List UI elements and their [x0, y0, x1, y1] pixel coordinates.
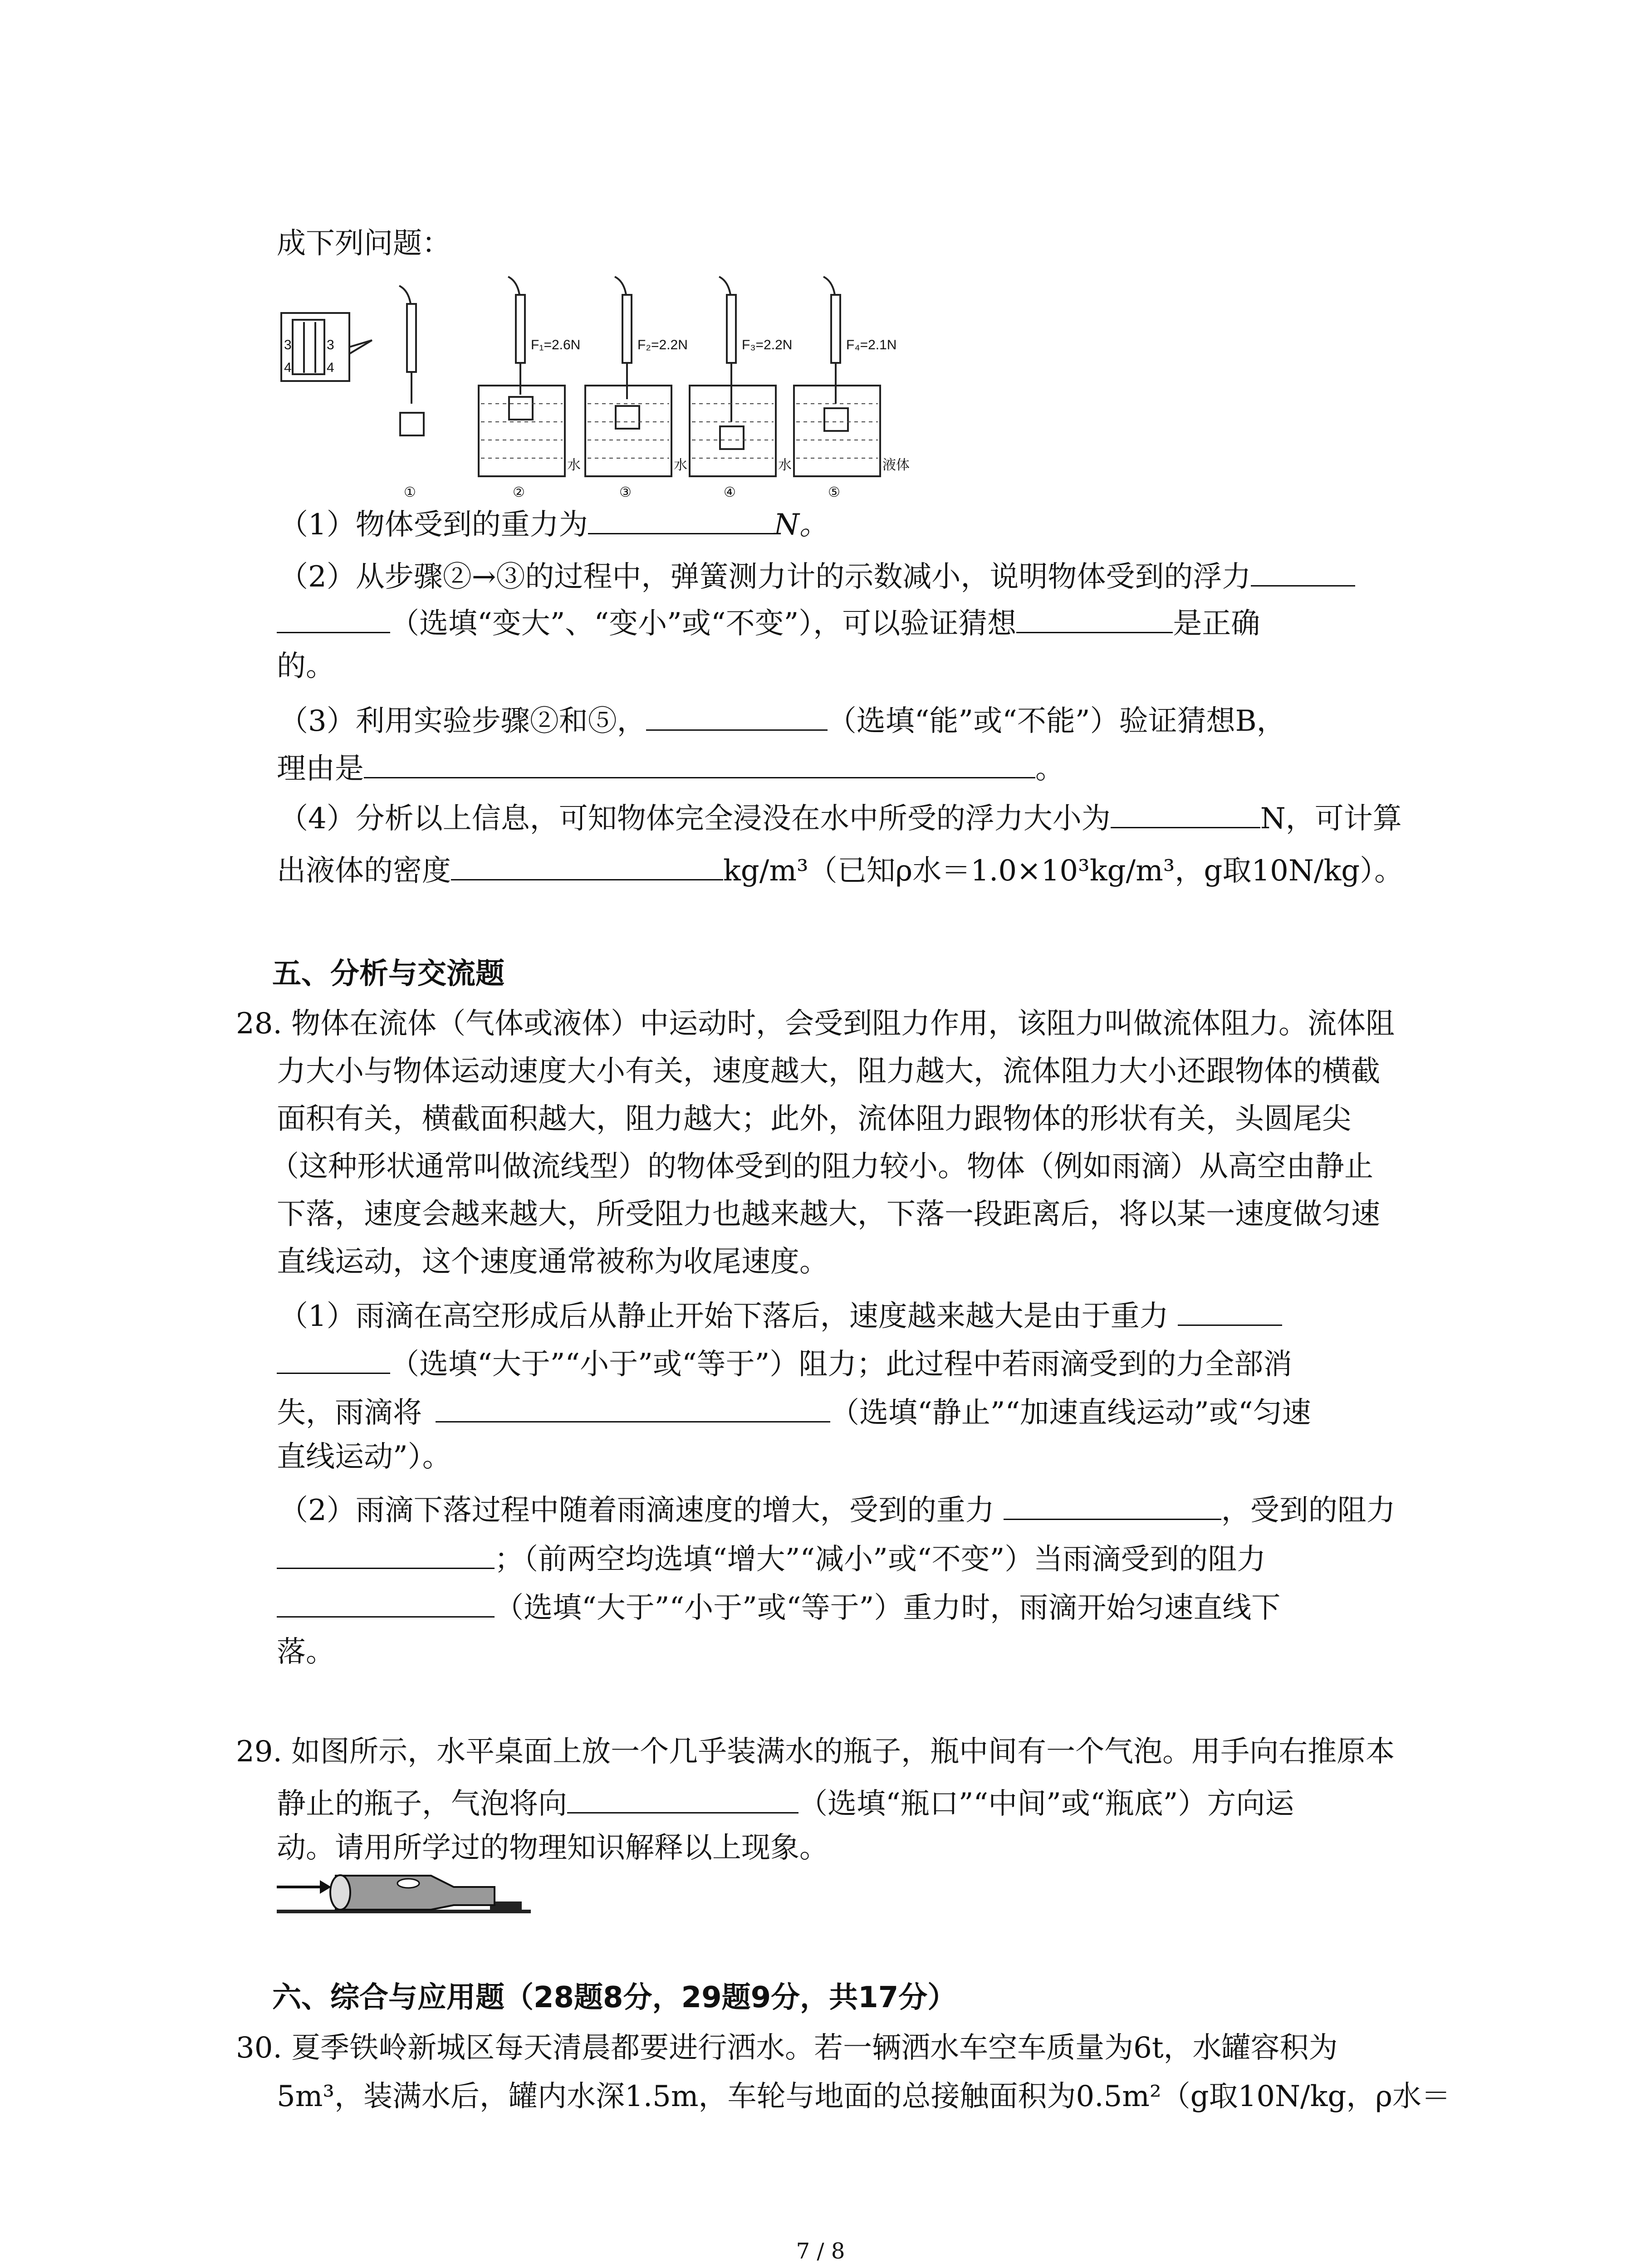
- force-label-4: F₄=2.1N: [846, 337, 897, 352]
- liquid-label-1: 水: [567, 458, 581, 473]
- answer-blank[interactable]: [567, 1786, 798, 1813]
- answer-blank[interactable]: [1004, 1492, 1221, 1520]
- q27-part1: （1）物体受到的重力为 N。: [279, 507, 828, 539]
- force-label-3: F₃=2.2N: [742, 337, 793, 352]
- answer-blank[interactable]: [277, 1590, 495, 1618]
- section-heading-6: 六、综合与应用题（28题8分，29题9分，共17分）: [272, 1981, 957, 2014]
- q27-part3-line2: 理由是 。: [277, 751, 1064, 783]
- q29-line1: 29. 如图所示，水平桌面上放一个几乎装满水的瓶子，瓶中间有一个气泡。用手向右推原本: [236, 1735, 1395, 1769]
- q28-part2-line4: 落。: [277, 1635, 335, 1669]
- q28-line3: 面积有关，横截面积越大，阻力越大；此外，流体阻力跟物体的形状有关，头圆尾尖: [277, 1102, 1351, 1136]
- q30-line2: 5m³，装满水后，罐内水深1.5m，车轮与地面的总接触面积为0.5m²（g取10N/kg，ρ水＝: [277, 2080, 1450, 2113]
- answer-blank[interactable]: [277, 606, 390, 633]
- answer-blank[interactable]: [436, 1395, 830, 1422]
- answer-blank[interactable]: [1178, 1298, 1282, 1326]
- answer-blank[interactable]: [1251, 559, 1355, 587]
- q28-part1-line2: （选填“大于”“小于”或“等于”）阻力；此过程中若雨滴受到的力全部消: [277, 1346, 1292, 1379]
- q28-part1-line4: 直线运动”）。: [277, 1440, 451, 1474]
- q28-line6: 直线运动，这个速度通常被称为收尾速度。: [277, 1245, 828, 1279]
- answer-blank[interactable]: [451, 853, 723, 880]
- q27-part3-line1: （3）利用实验步骤②和⑤， （选填“能”或“不能”）验证猜想B，: [279, 703, 1286, 736]
- section-heading-5: 五、分析与交流题: [272, 957, 505, 991]
- q27-part2-line1: （2）从步骤②→③的过程中，弹簧测力计的示数减小，说明物体受到的浮力: [279, 559, 1355, 591]
- q27-part4-line2: 出液体的密度 kg/m³（已知ρ水＝1.0×10³kg/m³，g取10N/kg）。: [277, 853, 1403, 885]
- force-label-1: F₁=2.6N: [531, 337, 581, 352]
- answer-blank[interactable]: [277, 1346, 390, 1374]
- q28-part2-line2: ；（前两空均选填“增大”“减小”或“不变”）当雨滴受到的阻力: [277, 1541, 1266, 1574]
- page-number: 7 / 8: [796, 2239, 845, 2264]
- q29-line3: 动。请用所学过的物理知识解释以上现象。: [277, 1831, 828, 1865]
- q27-part2-line3: 的。: [277, 650, 335, 683]
- answer-blank[interactable]: [277, 1541, 495, 1569]
- q28-part2-line3: （选填“大于”“小于”或“等于”）重力时，雨滴开始匀速直线下: [277, 1590, 1280, 1623]
- bottle-figure: [277, 1873, 531, 1932]
- answer-blank[interactable]: [646, 703, 828, 731]
- scale-tick-1: 3: [284, 337, 292, 352]
- step-label-1: ①: [404, 485, 416, 500]
- step-label-5: ⑤: [828, 485, 840, 500]
- force-label-2: F₂=2.2N: [637, 337, 688, 352]
- q27-part2-line2: （选填“变大”、“变小”或“不变”），可以验证猜想 是正确: [277, 606, 1260, 638]
- step-label-2: ②: [513, 485, 525, 500]
- intro-text: 成下列问题：: [277, 227, 451, 260]
- liquid-label-3: 水: [778, 458, 792, 473]
- q28-line4: （这种形状通常叫做流线型）的物体受到的阻力较小。物体（例如雨滴）从高空由静止: [270, 1150, 1373, 1183]
- q28-line5: 下落，速度会越来越大，所受阻力也越来越大，下落一段距离后，将以某一速度做匀速: [277, 1198, 1380, 1231]
- scale-tick-3: 4: [284, 360, 292, 375]
- q30-line1: 30. 夏季铁岭新城区每天清晨都要进行洒水。若一辆洒水车空车质量为6t，水罐容积为: [236, 2031, 1338, 2065]
- answer-blank[interactable]: [1111, 801, 1260, 828]
- liquid-label-2: 水: [674, 458, 687, 473]
- q28-line2: 力大小与物体运动速度大小有关，速度越大，阻力越大，流体阻力大小还跟物体的横截: [277, 1055, 1380, 1088]
- answer-blank[interactable]: [588, 507, 774, 534]
- q28-part2-line1: （2）雨滴下落过程中随着雨滴速度的增大，受到的重力 ，受到的阻力: [279, 1492, 1396, 1525]
- experiment-figure: [272, 268, 916, 503]
- step-label-3: ③: [619, 485, 632, 500]
- answer-blank[interactable]: [1016, 606, 1173, 633]
- scale-tick-2: 3: [327, 337, 334, 352]
- q28-line1: 28. 物体在流体（气体或液体）中运动时，会受到阻力作用，该阻力叫做流体阻力。流体阻: [236, 1007, 1395, 1041]
- q28-part1-line3: 失，雨滴将 （选填“静止”“加速直线运动”或“匀速: [277, 1395, 1311, 1427]
- answer-blank[interactable]: [364, 751, 1035, 778]
- q28-part1-line1: （1）雨滴在高空形成后从静止开始下落后，速度越来越大是由于重力: [279, 1298, 1282, 1331]
- q29-line2: 静止的瓶子，气泡将向 （选填“瓶口”“中间”或“瓶底”）方向运: [277, 1786, 1294, 1818]
- q27-part4-line1: （4）分析以上信息，可知物体完全浸没在水中所受的浮力大小为 N，可计算: [279, 801, 1402, 833]
- scale-tick-4: 4: [327, 360, 334, 375]
- step-label-4: ④: [724, 485, 736, 500]
- liquid-label-4: 液体: [882, 458, 910, 473]
